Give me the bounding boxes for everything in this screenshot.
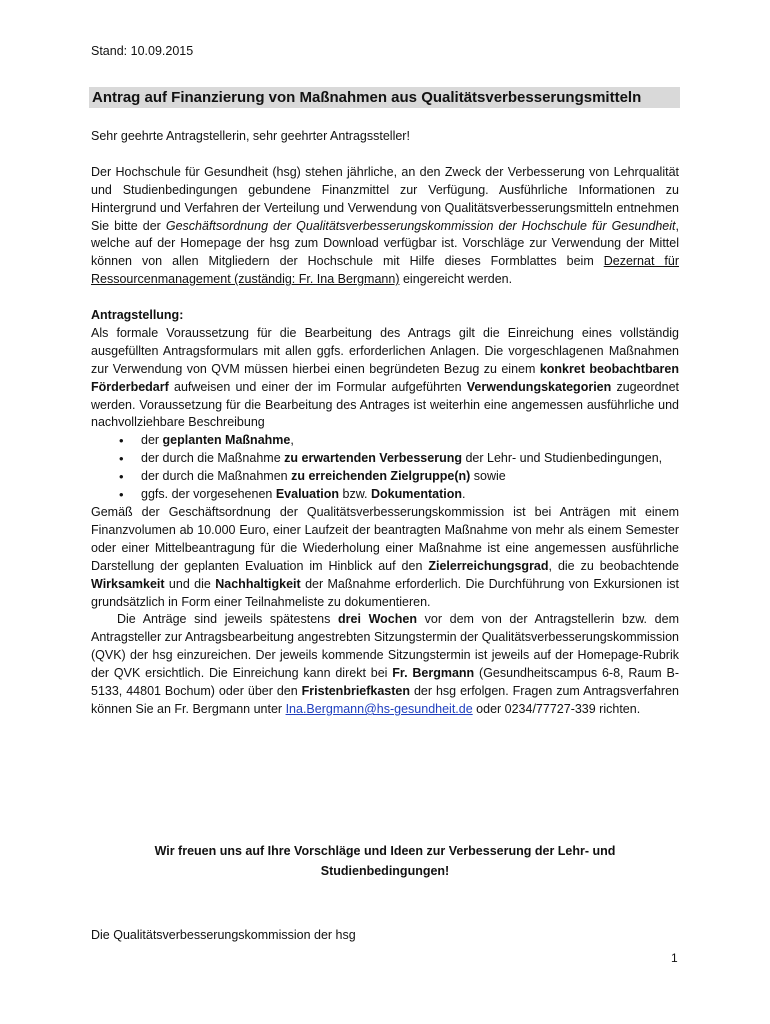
closing-statement — [91, 841, 679, 881]
email-link[interactable]: Ina.Bergmann@hs-gesundheit.de — [285, 701, 473, 716]
body-text: zugeordnet werden. Voraussetzung für die Bearbeitung des Antrages ist weiterhin eine angemessen ausführliche und nachvollziehbare Beschreibung — [91, 379, 679, 430]
body-text: Als formale Voraussetzung für die Bearbeitung des Antrags gilt die Einreichung eines vollständig ausgefüllten Antragsformulars mit allen ggfs. erforderlichen Anlagen. Die vorgeschlagenen Maßnahmen zur Verwendung von QVM müssen hierbei einen begründeten Bezug zu einem — [91, 325, 679, 376]
list-item: • der durch die Maßnahme zu erwartenden Verbesserung der Lehr- und Studienbedingungen, — [141, 450, 679, 468]
description-list — [91, 432, 679, 504]
emphasis-text: Verwendungskategorien — [466, 379, 612, 394]
signature: Die Qualitätsverbesserungskommission der hsg — [91, 928, 356, 942]
intro-text: , welche auf der Homepage der hsg zum Download verfügbar ist. Vorschläge zur Verwendung der Mittel können von allen Mitgliedern der Hochschule mit Hilfe dieses Formblattes beim — [91, 218, 679, 269]
body-text: aufweisen und einer der im Formular aufgeführten — [168, 379, 467, 394]
page-number: 1 — [671, 951, 678, 965]
regulation-title: Geschäftsordnung der Qualitätsverbesserungskommission der Hochschule für Gesundheit — [165, 218, 676, 233]
greeting: Sehr geehrte Antragstellerin, sehr geehrter Antragssteller! — [91, 129, 410, 143]
intro-paragraph — [91, 164, 679, 289]
department-reference: Dezernat für Ressourcenmanagement (zuständig: Fr. Ina Bergmann) — [91, 254, 680, 287]
closing-line: Studienbedingungen! — [320, 864, 450, 878]
list-item: • der geplanten Maßnahme, — [141, 432, 679, 450]
document-body — [91, 128, 679, 719]
closing-line: Wir freuen uns auf Ihre Vorschläge und Ideen zur Verbesserung der Lehr- und — [154, 844, 616, 858]
list-item: • der durch die Maßnahmen zu erreichenden Zielgruppe(n) sowie — [141, 468, 679, 486]
intro-text: eingereicht werden. — [399, 272, 513, 287]
requirements-paragraph — [91, 325, 679, 432]
page-title: Antrag auf Finanzierung von Maßnahmen aus Qualitätsverbesserungsmitteln — [89, 87, 680, 108]
deadline-paragraph: Die Anträge sind jeweils spätestens drei Wochen vor dem von der Antragstellerin bzw. dem Antragsteller zur Antragsbearbeitung angestrebten Sitzungstermin der Qualitätsverbesserungskommission (QVK) der hsg einzureichen. Der jeweils kommende Sitzungstermin ist jeweils auf der Homepage-Rubrik der QVK ersichtlich. Die Einreichung kann direkt bei Fr. Bergmann (Gesundheitscampus 6-8, Raum B-5133, 44801 Bochum) oder über den Fristenbriefkasten der hsg erfolgen. Fragen zum Antragsverfahren können Sie an Fr. Bergmann unter Ina.Bergmann@hs-gesundheit.de oder 0234/77727-339 richten. — [91, 612, 680, 716]
section-heading — [91, 307, 679, 325]
date-stamp: Stand: 10.09.2015 — [91, 44, 194, 58]
evaluation-paragraph: Gemäß der Geschäftsordnung der Qualitätsverbesserungskommission ist bei Anträgen mit einem Finanzvolumen ab 10.000 Euro, einer Laufzeit der beantragten Maßnahme von mehr als einem Semester oder einer Mittelbeantragung für die Wiederholung einer Maßnahme ist eine angemessen ausführliche Darstellung der geplanten Evaluation im Hinblick auf den Zielerreichungsgrad, die zu beobachtende Wirksamkeit und die Nachhaltigkeit der Maßnahme erforderlich. Die Durchführung von Exkursionen ist grundsätzlich in Form einer Teilnahmeliste zu dokumentieren. — [91, 505, 679, 609]
emphasis-text: konkret beobachtbaren Förderbedarf — [91, 361, 679, 394]
antragstellung-heading: Antragstellung: — [91, 308, 184, 323]
intro-text: Der Hochschule für Gesundheit (hsg) stehen jährliche, an den Zweck der Verbesserung von Lehrqualität und Studienbedingungen gebundene Finanzmittel zur Verfügung. Ausführliche Informationen zu Hintergrund und Verfahren der Verteilung und Verwendung von Qualitätsverbesserungsmitteln entnehmen Sie bitte der — [91, 164, 679, 233]
list-item: • ggfs. der vorgesehenen Evaluation bzw. Dokumentation. — [141, 486, 679, 504]
